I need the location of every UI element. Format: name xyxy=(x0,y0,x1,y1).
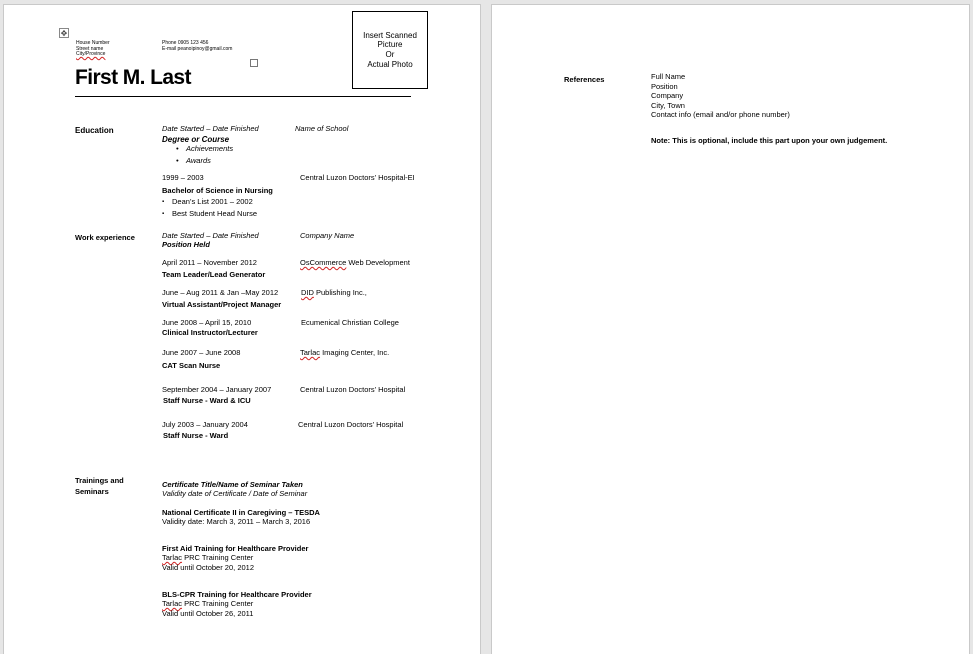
first-aid-center-part-a: Tarlac xyxy=(162,553,183,562)
contact-phone: Phone 0905 123 456 xyxy=(162,40,209,46)
first-aid-valid: Valid until October 20, 2012 xyxy=(162,563,255,572)
address-block xyxy=(76,41,110,58)
reference-city: City, Town xyxy=(651,100,685,110)
document-page-2 xyxy=(491,4,970,654)
table-move-handle-icon[interactable]: ✥ xyxy=(60,28,68,38)
reference-company: Company xyxy=(651,91,684,100)
job-4-position: CAT Scan Nurse xyxy=(162,361,221,370)
reference-full-name: Full Name xyxy=(651,72,686,81)
job-2-position: Virtual Assistant/Project Manager xyxy=(162,300,282,309)
education-achievements xyxy=(162,196,257,220)
job-4-company-part-b: Imaging Center, Inc. xyxy=(320,348,390,357)
job-1-dates: April 2011 – November 2012 xyxy=(162,258,257,267)
job-2-company-part-a: DID xyxy=(301,288,314,297)
work-template-position: Position Held xyxy=(162,240,210,249)
job-2-dates: June – Aug 2011 & Jan –May 2012 xyxy=(162,288,279,297)
first-aid-center-part-b: PRC Training Center xyxy=(182,553,254,562)
document-page-1 xyxy=(3,4,481,654)
references-details xyxy=(651,72,790,120)
job-6-company: Central Luzon Doctors’ Hospital xyxy=(298,420,404,429)
education-template-school: Name of School xyxy=(295,124,349,133)
photo-line-3: Or xyxy=(385,50,395,59)
trainings-heading-line-2: Seminars xyxy=(75,487,109,496)
job-3-company: Ecumenical Christian College xyxy=(301,318,399,327)
header-divider xyxy=(75,96,411,97)
photo-placeholder[interactable] xyxy=(352,11,428,89)
job-2-company-part-b: Publishing Inc., xyxy=(313,288,367,297)
photo-line-2: Picture xyxy=(377,40,403,50)
bls-center-part-b: PRC Training Center xyxy=(182,599,254,608)
nc-title: National Certificate II in Caregiving – TESDA xyxy=(162,508,320,517)
reference-position: Position xyxy=(651,81,678,91)
trainings-heading xyxy=(75,475,124,497)
address-street: Street name xyxy=(76,45,104,52)
job-5-position: Staff Nurse - Ward & ICU xyxy=(163,396,251,405)
list-item: ▪ Best Student Head Nurse xyxy=(162,208,257,220)
contact-block xyxy=(162,41,232,52)
nc-validity: Validity date: March 3, 2011 – March 3, 2016 xyxy=(162,517,311,526)
job-4-company-part-a: Tarlac xyxy=(300,348,321,357)
education-degree: Bachelor of Science in Nursing xyxy=(162,186,273,195)
work-template-company: Company Name xyxy=(300,231,355,240)
address-house: House Number xyxy=(76,40,110,46)
education-school: Central Luzon Doctors’ Hospital-EI xyxy=(300,173,415,182)
contact-email: E-mail peanoipinoy@gmail.com xyxy=(162,45,233,52)
list-item: ▪ Dean’s List 2001 – 2002 xyxy=(162,196,257,208)
resume-name: First M. Last xyxy=(75,66,191,89)
job-3-position: Clinical Instructor/Lecturer xyxy=(162,328,258,337)
list-item: • Awards xyxy=(176,155,233,167)
education-template-degree: Degree or Course xyxy=(162,135,230,144)
bls-center xyxy=(162,599,253,608)
job-3-dates: June 2008 – April 15, 2010 xyxy=(162,318,252,327)
job-5-company: Central Luzon Doctors’ Hospital xyxy=(300,385,406,394)
job-2-company xyxy=(301,288,367,297)
education-template-dates: Date Started – Date Finished xyxy=(162,124,259,133)
first-aid-title: First Aid Training for Healthcare Provider xyxy=(162,544,309,553)
references-heading: References xyxy=(564,75,605,84)
job-4-company xyxy=(300,348,389,357)
job-6-dates: July 2003 – January 2004 xyxy=(162,420,248,429)
bls-title: BLS-CPR Training for Healthcare Provider xyxy=(162,590,312,599)
reference-contact: Contact info (email and/or phone number) xyxy=(651,110,790,119)
bls-valid: Valid until October 26, 2011 xyxy=(162,609,254,618)
first-aid-center xyxy=(162,553,253,562)
work-template-dates: Date Started – Date Finished xyxy=(162,231,259,240)
photo-line-4: Actual Photo xyxy=(367,59,413,69)
education-dates: 1999 – 2003 xyxy=(162,173,204,182)
references-note: Note: This is optional, include this part upon your own judgement. xyxy=(651,136,888,145)
resize-handle-icon[interactable] xyxy=(250,59,258,67)
job-1-position: Team Leader/Lead Generator xyxy=(162,270,266,279)
job-4-dates: June 2007 – June 2008 xyxy=(162,348,241,357)
address-city: City/Province xyxy=(76,51,106,58)
trainings-template-title: Certificate Title/Name of Seminar Taken xyxy=(162,480,303,489)
job-1-company-part-b: Web Development xyxy=(346,258,410,267)
trainings-heading-line-1: Trainings and xyxy=(75,476,124,485)
job-1-company xyxy=(300,258,410,267)
trainings-template-validity: Validity date of Certificate / Date of Seminar xyxy=(162,489,308,498)
photo-line-1: Insert Scanned xyxy=(363,30,417,40)
education-heading: Education xyxy=(75,126,114,135)
education-template-list xyxy=(176,143,233,167)
list-item: • Achievements xyxy=(176,143,233,155)
job-5-dates: September 2004 – January 2007 xyxy=(162,385,272,394)
bls-center-part-a: Tarlac xyxy=(162,599,183,608)
job-6-position: Staff Nurse - Ward xyxy=(163,431,229,440)
work-heading: Work experience xyxy=(75,233,135,242)
job-1-company-part-a: OsCommerce xyxy=(300,258,347,267)
